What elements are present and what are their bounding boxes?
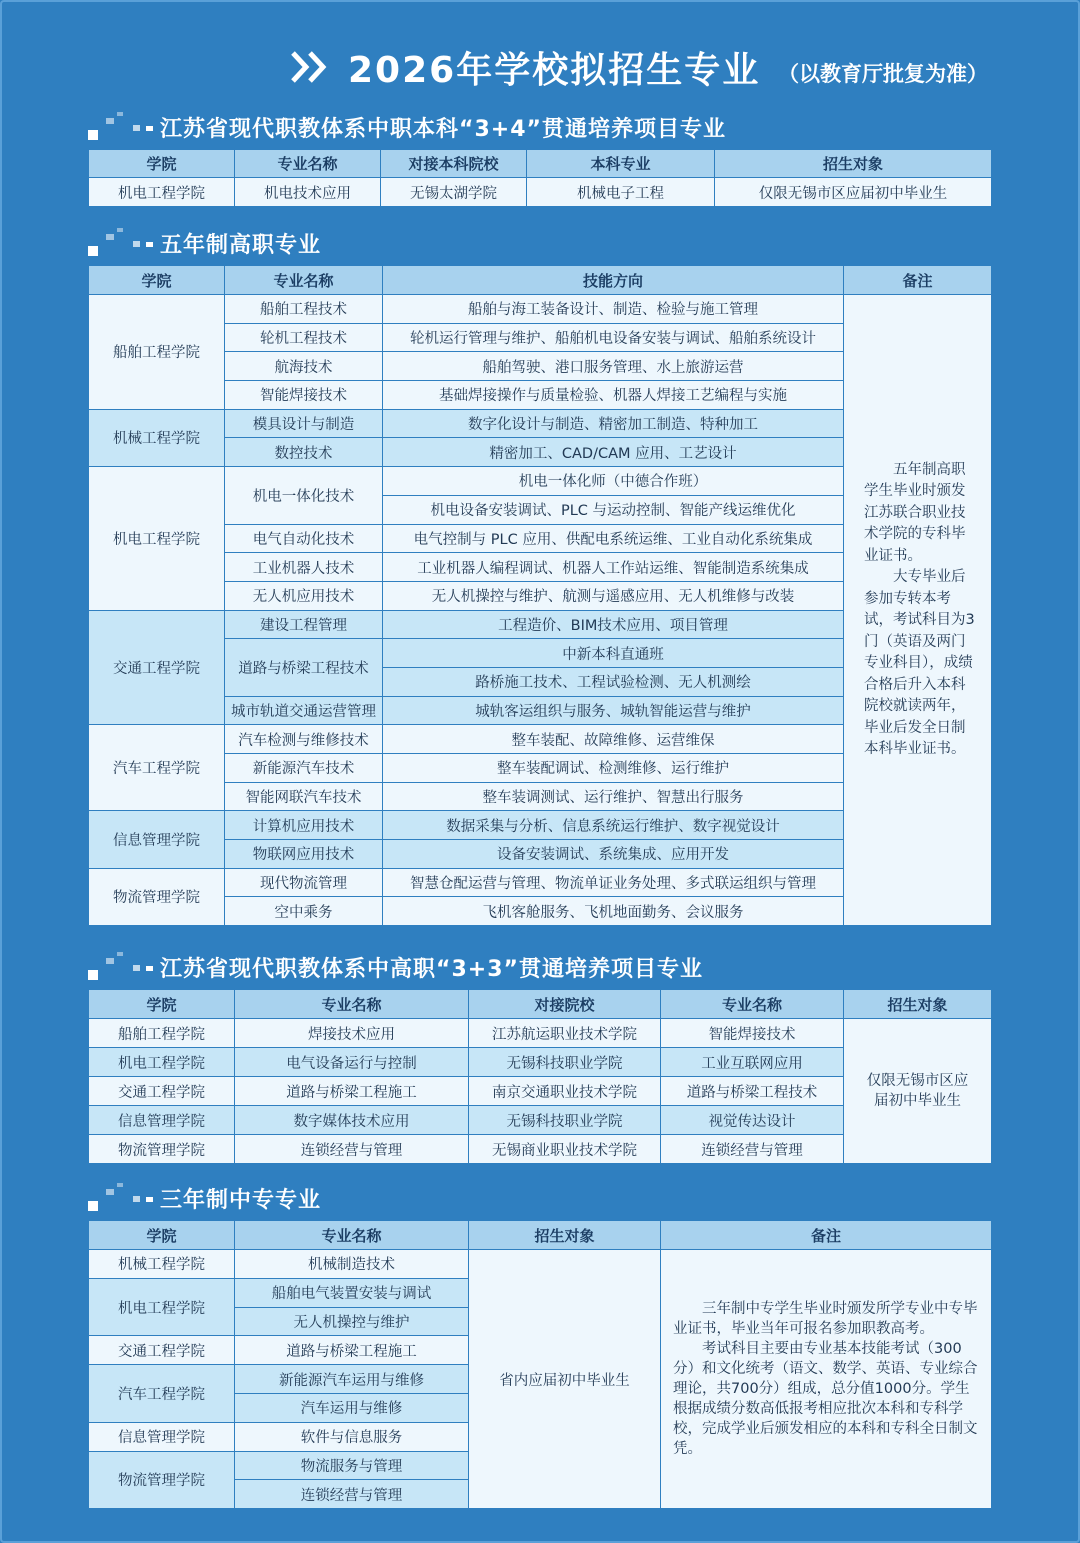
table-row: 道路与桥梁工程技术 中新本科直通班 [89, 639, 992, 668]
table-row: 智能网联汽车技术 整车装调测试、运行维护、智慧出行服务 [89, 782, 992, 811]
table-row: 工业机器人技术 工业机器人编程调试、机器人工作站运维、智能制造系统集成 [89, 553, 992, 582]
table-row: 机械工程学院 机械制造技术 省内应届初中毕业生 三年制中专学生毕业时颁发所学专业中专毕业证书，毕业当年可报名参加职教高考。 考试科目主要由专业基本技能考试（300分）和文化统考（语文、数学、英语、专业综合理论，共700分）组成，总分值1000分。学生根据成绩分数高低报考相应批次本科和专科学校，完成学业后颁发相应的本科和专科全日制文凭。 [89, 1250, 992, 1279]
table-row: 汽车运用与维修 [89, 1393, 992, 1422]
table-row: 新能源汽车技术 整车装配调试、检测维修、运行维护 [89, 754, 992, 783]
col-header: 招生对象 [715, 150, 992, 178]
page-title-note: （以教育厅批复为准） [778, 62, 988, 86]
target-cell: 仅限无锡市区应届初中毕业生 [844, 1019, 992, 1164]
table-row: 交通工程学院 道路与桥梁工程施工 [89, 1336, 992, 1365]
table-row: 连锁经营与管理 [89, 1480, 992, 1509]
table-row: 物流管理学院 连锁经营与管理 无锡商业职业技术学院 连锁经营与管理 [89, 1135, 992, 1164]
col-header: 专业名称 [225, 266, 383, 295]
page-title: 2026年学校拟招生专业 [348, 50, 761, 91]
table-row: 信息管理学院 数字媒体技术应用 无锡科技职业学院 视觉传达设计 [89, 1106, 992, 1135]
table-row: 无人机操控与维护 [89, 1307, 992, 1336]
col-header: 备注 [661, 1221, 992, 1250]
col-header: 对接院校 [469, 990, 661, 1019]
table-row: 信息管理学院 计算机应用技术 数据采集与分析、信息系统运行维护、数字视觉设计 [89, 811, 992, 840]
table-row: 无人机应用技术 无人机操控与维护、航测与遥感应用、无人机维修与改装 [89, 581, 992, 610]
page-title-bar [290, 40, 1010, 100]
table-row: 交通工程学院 道路与桥梁工程施工 南京交通职业技术学院 道路与桥梁工程技术 [89, 1077, 992, 1106]
col-header: 招生对象 [469, 1221, 661, 1250]
table-row: 机电工程学院 机电一体化技术 机电一体化师（中德合作班） [89, 467, 992, 496]
table-row: 机电工程学院 机电技术应用 无锡太湖学院 机械电子工程 仅限无锡市区应届初中毕业生 [89, 178, 992, 207]
col-header: 学院 [89, 1221, 235, 1250]
table-row: 轮机工程技术 轮机运行管理与维护、船舶机电设备安装与调试、船舶系统设计 [89, 323, 992, 352]
col-header: 技能方向 [383, 266, 844, 295]
table-row: 航海技术 船舶驾驶、港口服务管理、水上旅游运营 [89, 352, 992, 381]
table-row: 汽车工程学院 新能源汽车运用与维修 [89, 1365, 992, 1394]
table-row: 物联网应用技术 设备安装调试、系统集成、应用开发 [89, 840, 992, 869]
table-3plus3 [88, 989, 992, 1164]
table-3plus4-undergrad [88, 149, 992, 207]
table-row: 路桥施工技术、工程试验检测、无人机测绘 [89, 667, 992, 696]
col-header: 备注 [844, 266, 992, 295]
table-row: 船舶工程学院 焊接技术应用 江苏航运职业技术学院 智能焊接技术 仅限无锡市区应届初中毕业生 [89, 1019, 992, 1048]
table-row: 物流管理学院 现代物流管理 智慧仓配运营与管理、物流单证业务处理、多式联运组织与管理 [89, 868, 992, 897]
col-header: 对接本科院校 [381, 150, 527, 178]
col-header: 学院 [89, 990, 235, 1019]
target-cell: 省内应届初中毕业生 [469, 1250, 661, 1509]
table-row: 空中乘务 飞机客舱服务、飞机地面勤务、会议服务 [89, 897, 992, 926]
col-header: 专业名称 [661, 990, 844, 1019]
table-row: 信息管理学院 软件与信息服务 [89, 1422, 992, 1451]
col-header: 招生对象 [844, 990, 992, 1019]
col-header: 专业名称 [235, 1221, 469, 1250]
table-row: 机电设备安装调试、PLC 与运动控制、智能产线运维优化 [89, 495, 992, 524]
table-row: 交通工程学院 建设工程管理 工程造价、BIM技术应用、项目管理 [89, 610, 992, 639]
table-five-year [88, 265, 992, 926]
col-header: 学院 [89, 266, 225, 295]
col-header: 专业名称 [235, 150, 381, 178]
table-row: 机械工程学院 模具设计与制造 数字化设计与制造、精密加工制造、特种加工 [89, 409, 992, 438]
table-row: 汽车工程学院 汽车检测与维修技术 整车装配、故障维修、运营维保 [89, 725, 992, 754]
table-row: 智能焊接技术 基础焊接操作与质量检验、机器人焊接工艺编程与实施 [89, 381, 992, 410]
table-row: 城市轨道交通运营管理 城轨客运组织与服务、城轨智能运营与维护 [89, 696, 992, 725]
table-row: 物流管理学院 物流服务与管理 [89, 1451, 992, 1480]
table-row: 机电工程学院 船舶电气装置安装与调试 [89, 1278, 992, 1307]
table-row: 电气自动化技术 电气控制与 PLC 应用、供配电系统运维、工业自动化系统集成 [89, 524, 992, 553]
five-year-note: 五年制高职学生毕业时颁发江苏联合职业技术学院的专科毕业证书。 大专毕业后参加专转本考试，考试科目为3门（英语及两门专业科目），成绩合格后升入本科院校就读两年，毕业后发全日制本科毕业证书。 [844, 295, 992, 926]
table-row: 数控技术 精密加工、CAD/CAM 应用、工艺设计 [89, 438, 992, 467]
three-year-note: 三年制中专学生毕业时颁发所学专业中专毕业证书，毕业当年可报名参加职教高考。 考试科目主要由专业基本技能考试（300分）和文化统考（语文、数学、英语、专业综合理论，共700分）组成，总分值1000分。学生根据成绩分数高低报考相应批次本科和专科学校，完成学业后颁发相应的本科和专科全日制文凭。 [661, 1250, 992, 1509]
table-three-year [88, 1220, 992, 1509]
table-row: 机电工程学院 电气设备运行与控制 无锡科技职业学院 工业互联网应用 [89, 1048, 992, 1077]
col-header: 专业名称 [235, 990, 469, 1019]
table-row: 船舶工程学院 船舶工程技术 船舶与海工装备设计、制造、检验与施工管理 五年制高职学生毕业时颁发江苏联合职业技术学院的专科毕业证书。 大专毕业后参加专转本考试，考试科目为3门（英语及两门专业科目），成绩合格后升入本科院校就读两年，毕业后发全日制本科毕业证书。 [89, 295, 992, 324]
double-chevron-icon [290, 50, 328, 84]
col-header: 本科专业 [527, 150, 715, 178]
col-header: 学院 [89, 150, 235, 178]
